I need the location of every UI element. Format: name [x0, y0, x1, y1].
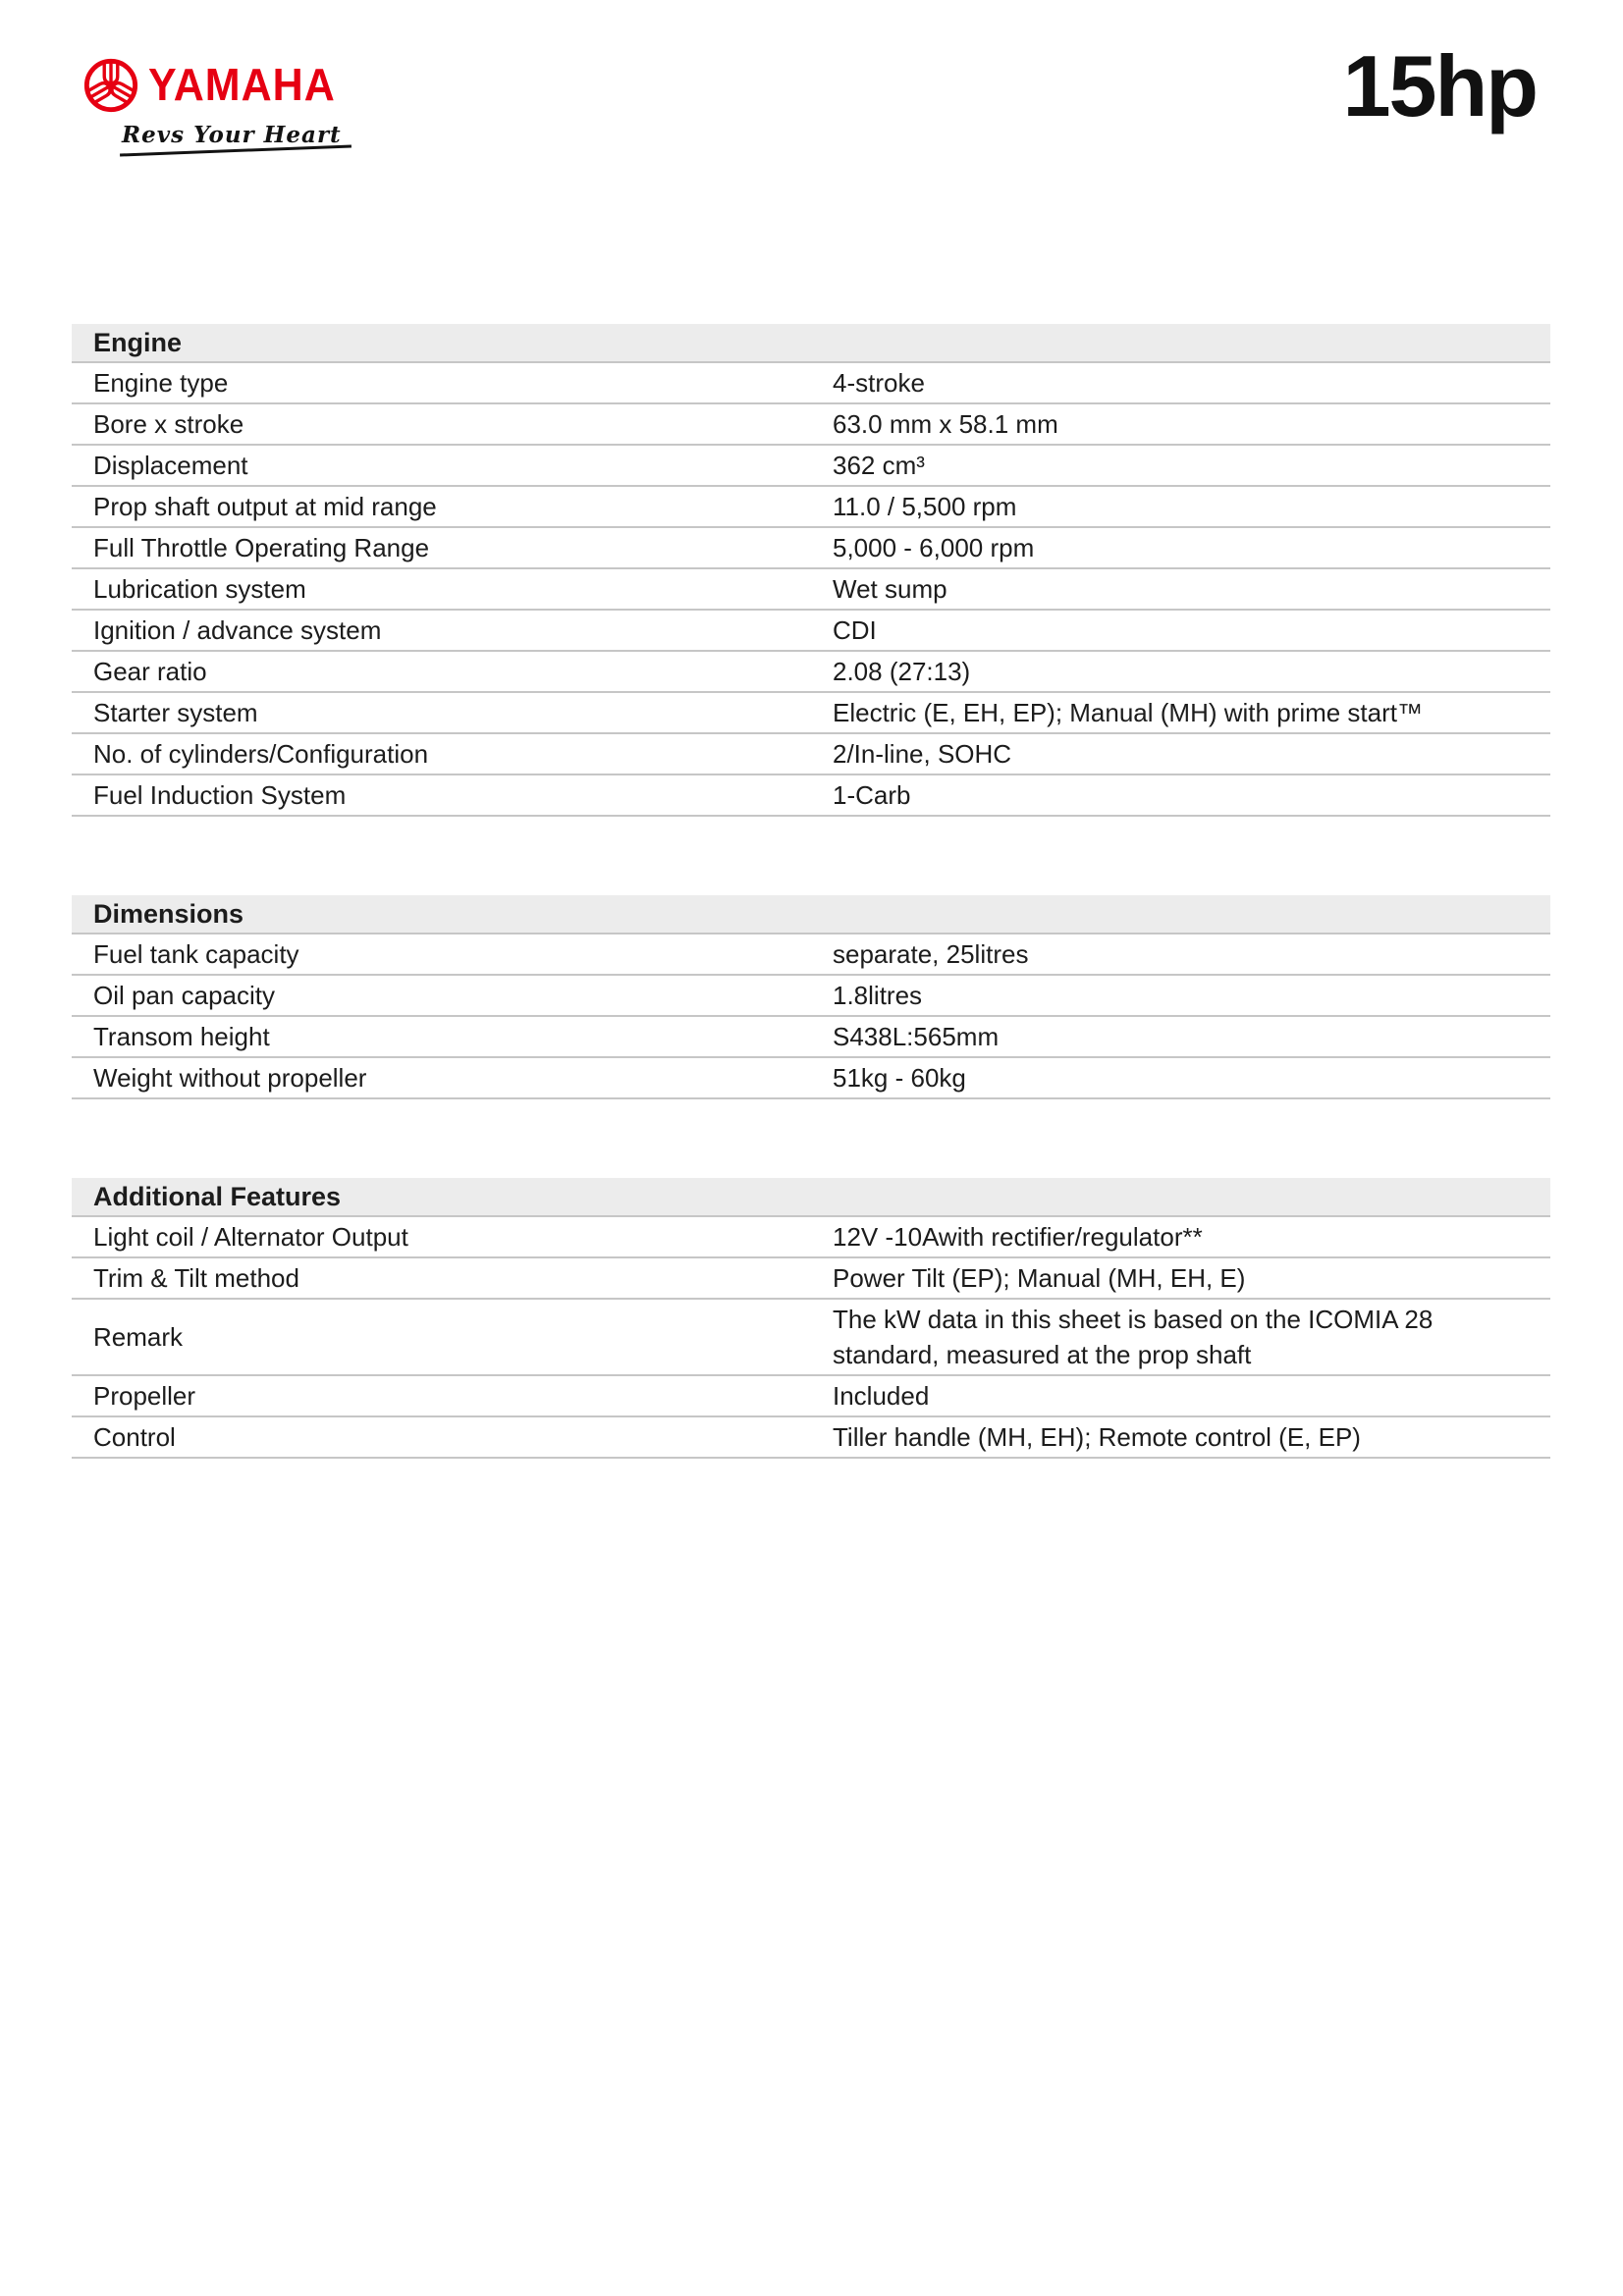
spec-row	[72, 1376, 1550, 1417]
spec-label: No. of cylinders/Configuration	[93, 739, 429, 769]
model-title: 15hp	[1342, 37, 1537, 134]
spec-value: Wet sump	[833, 574, 947, 604]
spec-label: Fuel tank capacity	[93, 939, 299, 969]
spec-value: Electric (E, EH, EP); Manual (MH) with prime start™	[833, 698, 1423, 727]
spec-row	[72, 652, 1550, 693]
spec-value: Included	[833, 1381, 930, 1411]
spec-row	[72, 1058, 1550, 1099]
spec-value: 12V -10Awith rectifier/regulator**	[833, 1222, 1203, 1252]
yamaha-logo	[82, 57, 342, 154]
spec-label: Transom height	[93, 1022, 270, 1051]
spec-row	[72, 1258, 1550, 1300]
spec-label: Oil pan capacity	[93, 981, 275, 1010]
spec-value: 1.8litres	[833, 981, 923, 1010]
spec-section-dimensions	[72, 895, 1550, 1099]
brand-slogan: Revs Your Heart	[122, 122, 342, 154]
spec-value: 1-Carb	[833, 780, 911, 810]
spec-label: Bore x stroke	[93, 409, 244, 439]
brand-wordmark: YAMAHA	[148, 59, 336, 111]
spec-label: Ignition / advance system	[93, 615, 382, 645]
spec-value: The kW data in this sheet is based on the ICOMIA 28 standard, measured at the prop shaft	[833, 1305, 1434, 1369]
spec-label: Weight without propeller	[93, 1063, 367, 1093]
spec-value: 4-stroke	[833, 368, 925, 398]
spec-label: Control	[93, 1422, 176, 1452]
spec-label: Lubrication system	[93, 574, 306, 604]
spec-label: Starter system	[93, 698, 258, 727]
spec-value: 362 cm³	[833, 451, 925, 480]
spec-row	[72, 1217, 1550, 1258]
spec-label: Prop shaft output at mid range	[93, 492, 437, 521]
spec-row	[72, 775, 1550, 817]
spec-value: S438L:565mm	[833, 1022, 1000, 1051]
spec-row	[72, 1017, 1550, 1058]
section-title: Dimensions	[72, 895, 1550, 934]
spec-section-additional-features	[72, 1178, 1550, 1459]
spec-label: Trim & Tilt method	[93, 1263, 299, 1293]
spec-value: 51kg - 60kg	[833, 1063, 966, 1093]
section-title: Additional Features	[72, 1178, 1550, 1217]
yamaha-logo-row	[82, 57, 342, 114]
spec-row	[72, 693, 1550, 734]
spec-label: Full Throttle Operating Range	[93, 533, 430, 562]
spec-row	[72, 734, 1550, 775]
spec-section-engine	[72, 324, 1550, 817]
yamaha-tuning-fork-icon	[82, 57, 139, 114]
spec-label: Engine type	[93, 368, 229, 398]
spec-row	[72, 569, 1550, 611]
spec-label: Propeller	[93, 1381, 196, 1411]
spec-label: Fuel Induction System	[93, 780, 347, 810]
spec-label: Gear ratio	[93, 657, 207, 686]
spec-row	[72, 363, 1550, 404]
spec-label: Displacement	[93, 451, 248, 480]
spec-value: separate, 25litres	[833, 939, 1029, 969]
spec-row	[72, 404, 1550, 446]
spec-label: Light coil / Alternator Output	[93, 1222, 408, 1252]
spec-row	[72, 446, 1550, 487]
spec-value: 11.0 / 5,500 rpm	[833, 492, 1017, 521]
spec-label: Remark	[93, 1322, 184, 1352]
spec-row	[72, 1417, 1550, 1459]
spec-row	[72, 976, 1550, 1017]
spec-value: 63.0 mm x 58.1 mm	[833, 409, 1058, 439]
spec-value: 5,000 - 6,000 rpm	[833, 533, 1035, 562]
spec-value: 2.08 (27:13)	[833, 657, 971, 686]
spec-row	[72, 1300, 1550, 1376]
spec-value: Tiller handle (MH, EH); Remote control (E, EP)	[833, 1422, 1361, 1452]
spec-value: 2/In-line, SOHC	[833, 739, 1012, 769]
spec-value: Power Tilt (EP); Manual (MH, EH, E)	[833, 1263, 1246, 1293]
spec-value: CDI	[833, 615, 877, 645]
spec-row	[72, 611, 1550, 652]
spec-row	[72, 487, 1550, 528]
section-title: Engine	[72, 324, 1550, 363]
spec-row	[72, 934, 1550, 976]
spec-tables	[72, 324, 1550, 1537]
spec-row	[72, 528, 1550, 569]
